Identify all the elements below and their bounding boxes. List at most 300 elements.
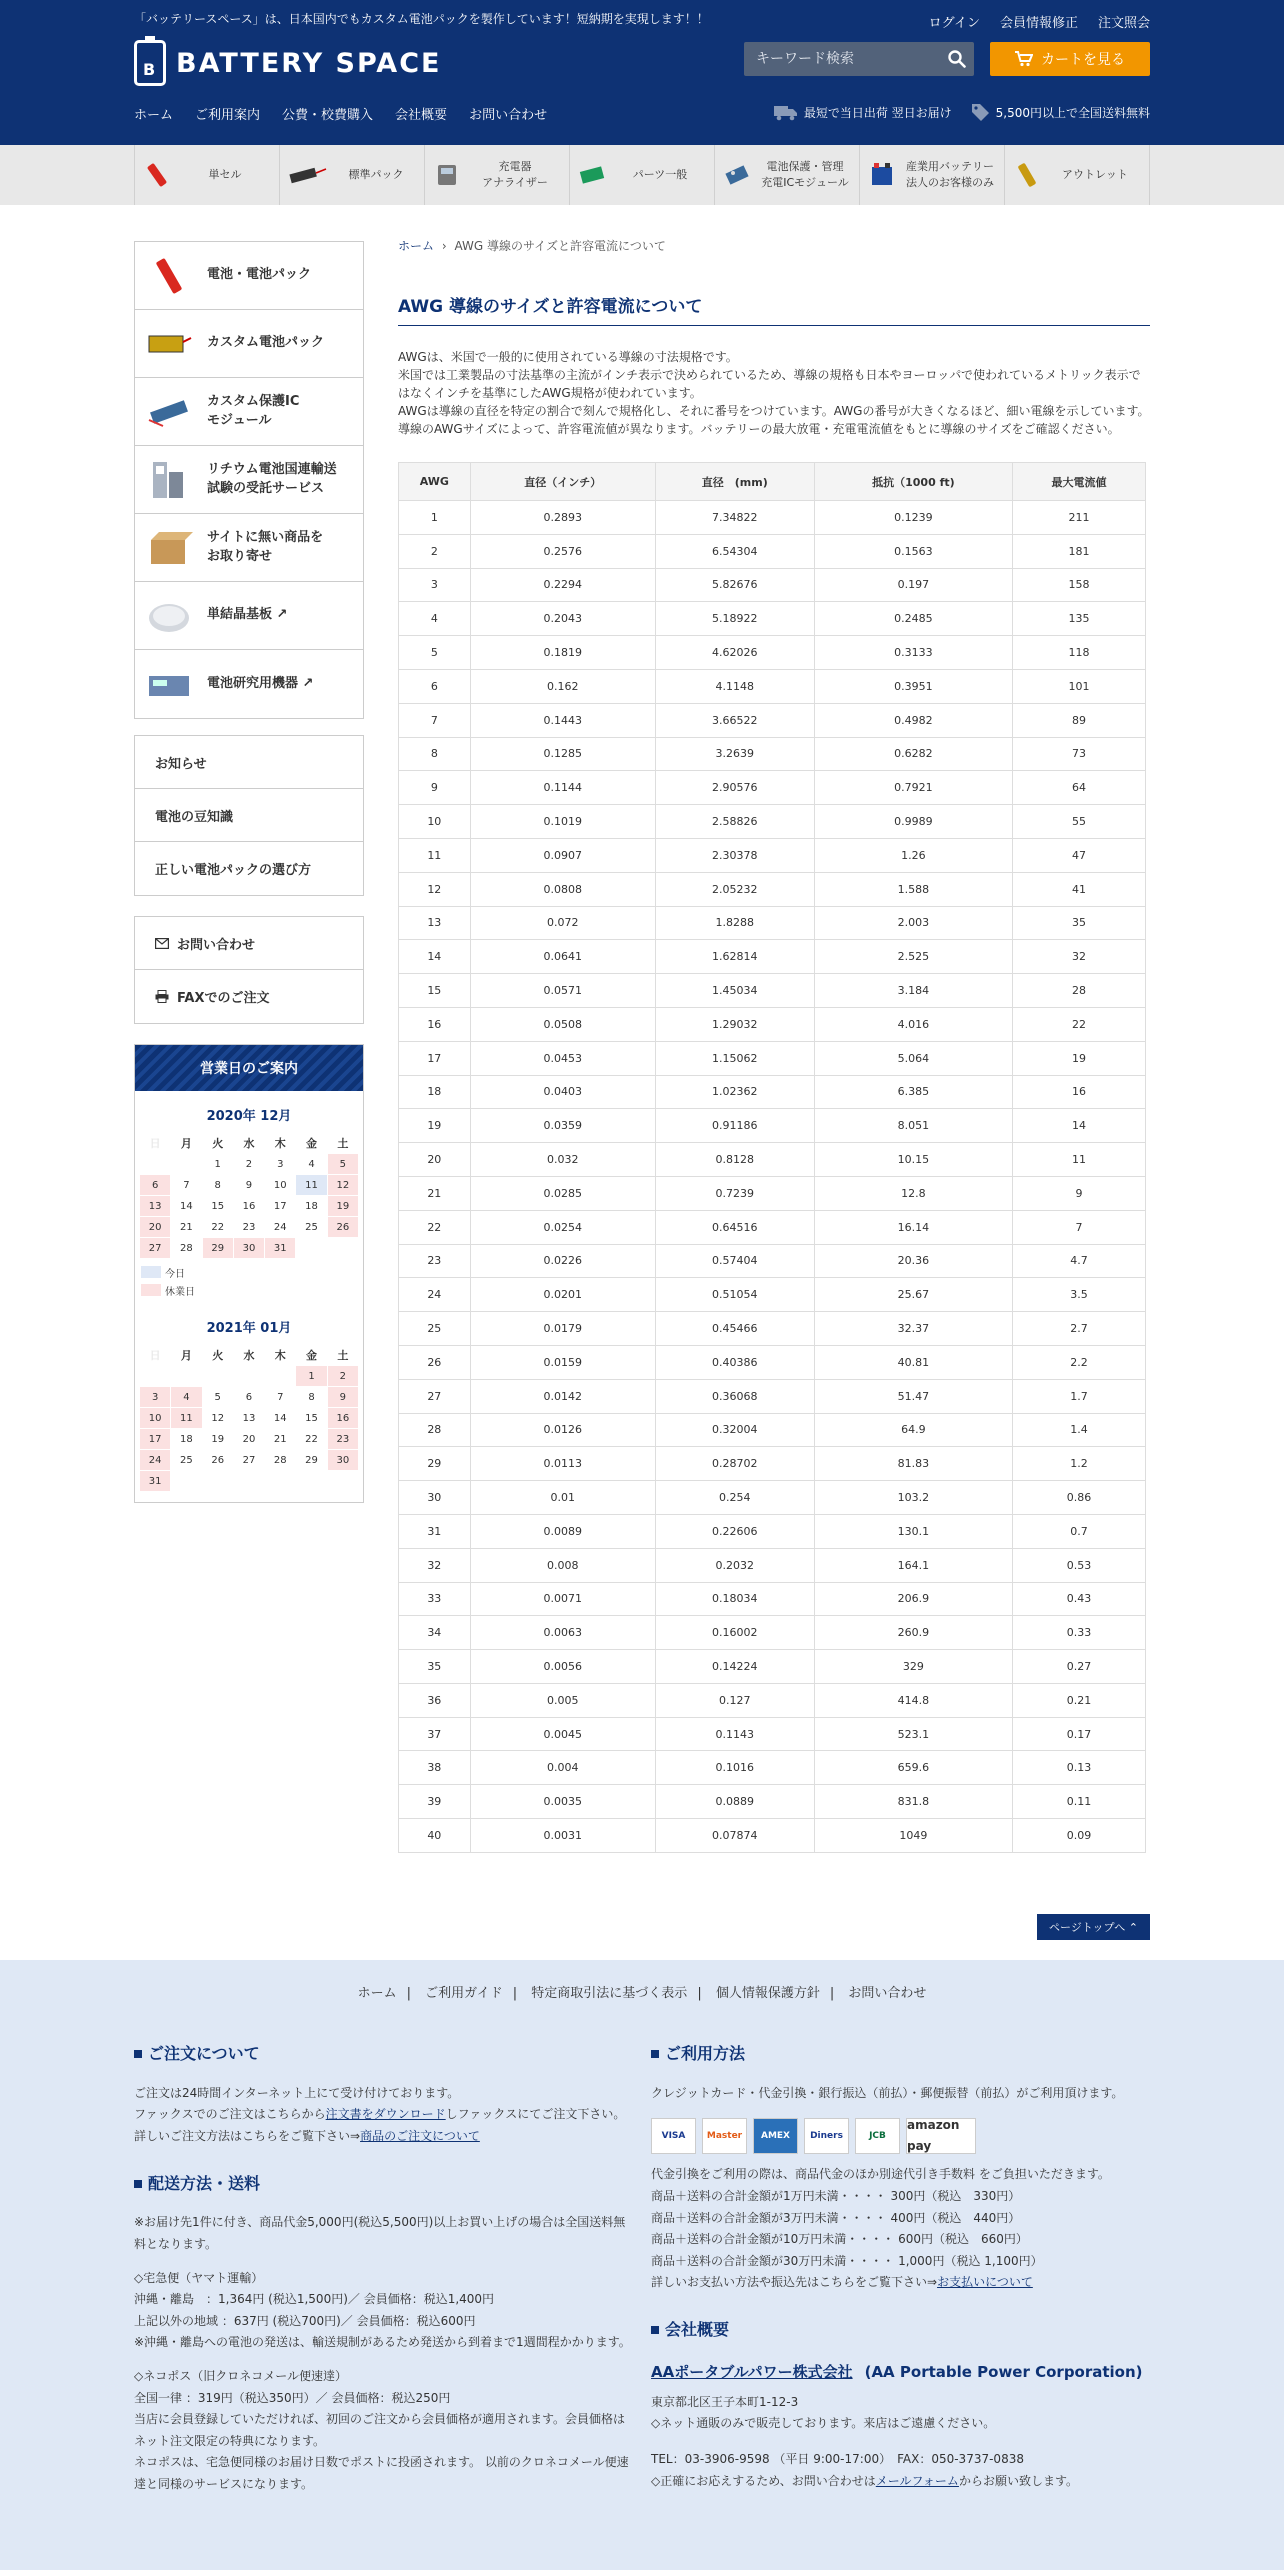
table-cell: 0.1239 [814,501,1012,535]
table-cell: 6 [399,669,471,703]
sidebar-menu [134,241,364,719]
table-cell: 0.0285 [470,1176,655,1210]
table-cell: 0.36068 [655,1379,814,1413]
table-cell: 89 [1013,703,1146,737]
table-cell: 40.81 [814,1345,1012,1379]
table-cell: 181 [1013,534,1146,568]
table-cell: 0.0063 [470,1616,655,1650]
table-cell: 4.7 [1013,1244,1146,1278]
payment-logos [651,2118,1151,2154]
table-cell: 0.1143 [655,1717,814,1751]
table-cell: 11 [399,838,471,872]
category-industrial-battery[interactable]: 産業用バッテリー 法人のお客様のみ [859,145,1004,205]
nav-guide[interactable]: ご利用案内 [195,108,261,123]
sidebar-item-custom-pack[interactable]: カスタム電池パック [135,310,363,378]
table-cell: 206.9 [814,1582,1012,1616]
company-heading: 会社概要 [651,2316,1151,2345]
table-row [399,703,1146,737]
category-single-cell[interactable]: 単セル [134,145,279,205]
table-cell: 16 [399,1007,471,1041]
table-cell: 51.47 [814,1379,1012,1413]
view-cart-button[interactable]: カートを見る [990,42,1150,76]
main-nav [134,104,547,123]
category-protection-ic[interactable]: 電池保護・管理 充電ICモジュール [714,145,859,205]
table-row [399,906,1146,940]
category-charger[interactable]: 充電器 アナライザー [424,145,569,205]
free-shipping-info: 5,500円以上で全国送料無料 [970,102,1150,122]
order-inquiry-link[interactable]: 注文照会 [1097,16,1150,31]
nav-public-purchase[interactable]: 公費・校費購入 [282,108,374,123]
table-cell: 414.8 [814,1683,1012,1717]
table-cell: 35 [399,1650,471,1684]
footer-link-home[interactable]: ホーム [357,1986,397,2001]
table-cell: 0.0056 [470,1650,655,1684]
table-cell: 38 [399,1751,471,1785]
site-logo[interactable] [134,40,441,86]
table-cell: 0.0254 [470,1210,655,1244]
truck-icon [774,103,798,121]
test-equipment-thumb-icon [145,458,193,502]
table-row [399,771,1146,805]
table-cell: 5.064 [814,1041,1012,1075]
table-cell: 659.6 [814,1751,1012,1785]
table-cell: 11 [1013,1143,1146,1177]
table-cell: 0.1144 [470,771,655,805]
table-row [399,602,1146,636]
order-form-download-link[interactable]: 注文書をダウンロード [325,2107,446,2122]
search-box [744,42,974,76]
table-cell: 0.4982 [814,703,1012,737]
price-tag-icon [970,102,990,122]
table-cell: 118 [1013,636,1146,670]
table-cell: 0.86 [1013,1481,1146,1515]
table-cell: 0.14224 [655,1650,814,1684]
footer-link-contact[interactable]: お問い合わせ [848,1986,927,2001]
table-cell: 0.0159 [470,1345,655,1379]
custom-pack-thumb-icon [145,322,193,366]
footer-link-law[interactable]: 特定商取引法に基づく表示 [531,1986,688,2001]
table-cell: 13 [399,906,471,940]
table-cell: 0.7 [1013,1514,1146,1548]
table-cell: 1 [399,501,471,535]
sidebar-item-custom-ic[interactable]: カスタム保護IC モジュール [135,378,363,446]
table-cell: 18 [399,1075,471,1109]
footer-link-guide[interactable]: ご利用ガイド [425,1986,503,2001]
table-cell: 3 [399,568,471,602]
table-cell: 0.032 [470,1143,655,1177]
table-cell: 0.16002 [655,1616,814,1650]
table-cell: 32.37 [814,1312,1012,1346]
table-cell: 2.58826 [655,805,814,839]
table-cell: 0.0403 [470,1075,655,1109]
sidebar-item-special-order[interactable]: サイトに無い商品を お取り寄せ [135,514,363,582]
table-cell: 0.008 [470,1548,655,1582]
table-cell: 47 [1013,838,1146,872]
table-row [399,805,1146,839]
table-cell: 40 [399,1819,471,1853]
table-cell: 3.184 [814,974,1012,1008]
table-cell: 0.0201 [470,1278,655,1312]
member-edit-link[interactable]: 会員情報修正 [999,16,1078,31]
table-cell: 0.91186 [655,1109,814,1143]
intro-text: AWGは、米国で一般的に使用されている導線の寸法規格です。 米国では工業製品の寸法基準の主流がインチ表示で決められているため、導線の規格も日本やヨーロッパで使われているメトリック表示ではなくインチを基準にしたAWG規格が使われています。 AWGは導線の直径を特定の割合で刻んで規格化し、それに番号をつけています。AWGの番号が大きくなるほど、細い電線を示しています。 導線のAWGサイズによって、許容電流値が異なります。バッテリーの最大放電・充電電流値をもとに導線のサイズをご確認ください。 [398,350,1150,436]
table-cell: 1049 [814,1819,1012,1853]
nav-company[interactable]: 会社概要 [395,108,448,123]
table-cell: 0.6282 [814,737,1012,771]
table-cell: 5.18922 [655,602,814,636]
table-row [399,501,1146,535]
table-cell: 64.9 [814,1413,1012,1447]
sidebar-link-battery-tips[interactable]: 電池の豆知識 [135,789,363,842]
table-cell: 0.57404 [655,1244,814,1278]
table-cell: 0.254 [655,1481,814,1515]
table-row [399,1143,1146,1177]
table-cell: 0.18034 [655,1582,814,1616]
table-cell: 2.05232 [655,872,814,906]
nav-contact[interactable]: お問い合わせ [469,108,548,123]
table-cell: 103.2 [814,1481,1012,1515]
table-row [399,1244,1146,1278]
table-cell: 0.22606 [655,1514,814,1548]
table-row [399,1379,1146,1413]
table-cell: 0.17 [1013,1717,1146,1751]
table-cell: 0.1016 [655,1751,814,1785]
table-cell: 3.66522 [655,703,814,737]
table-cell: 0.0142 [470,1379,655,1413]
table-cell: 2.7 [1013,1312,1146,1346]
table-cell: 0.2485 [814,602,1012,636]
circuit-board-icon [723,161,751,189]
table-cell: 24 [399,1278,471,1312]
fax-order-link[interactable]: FAXでのご注文 [135,970,363,1023]
category-parts[interactable]: パーツ一般 [569,145,714,205]
table-cell: 27 [399,1379,471,1413]
table-cell: 14 [1013,1109,1146,1143]
sidebar-item-batteries[interactable]: 電池・電池パック [135,242,363,310]
mail-icon [155,938,169,949]
table-row [399,1176,1146,1210]
table-cell: 64 [1013,771,1146,805]
table-cell: 0.0045 [470,1717,655,1751]
printer-icon [155,990,169,1003]
table-row [399,1312,1146,1346]
table-cell: 12 [399,872,471,906]
table-cell: 10 [399,805,471,839]
calendar-header: 営業日のご案内 [135,1045,363,1091]
table-cell: 3.5 [1013,1278,1146,1312]
sidebar-item-un-test[interactable]: リチウム電池国連輸送 試験の受託サービス [135,446,363,514]
cod-fee-text: 代金引換をご利用の際は、商品代金のほか別途代引き手数料 をご負担いただきます。 商品＋送料の合計金額が1万円未満・・・・ 300円（税込 330円） 商品＋送料の合計金額が3万円未満・・・・ 400円（税込 440円） 商品＋送料の合計金額が10万円未満・・・・ 600円（税込 660円） 商品＋送料の合計金額が30万円未満・・・・ 1,000円（税込 1,100円） [651,2167,1110,2268]
site-header [0,0,1284,145]
awg-table [398,462,1146,1853]
business-calendar [134,1044,364,1503]
wafer-thumb-icon [145,594,193,638]
table-cell: 0.40386 [655,1345,814,1379]
category-outlet[interactable]: アウトレット [1004,145,1150,205]
table-cell: 0.0126 [470,1413,655,1447]
table-cell: 31 [399,1514,471,1548]
table-cell: 28 [1013,974,1146,1008]
company-name-link[interactable]: AAポータブルパワー株式会社 [651,2362,853,2381]
table-cell: 35 [1013,906,1146,940]
breadcrumb-current: AWG 導線のサイズと許容電流について [454,239,666,253]
table-cell: 164.1 [814,1548,1012,1582]
table-cell: 4 [399,602,471,636]
sidebar-item-single-crystal[interactable]: 単結晶基板 ↗ [135,582,363,650]
payment-info-link[interactable]: お支払いについて [937,2275,1033,2290]
table-cell: 0.2576 [470,534,655,568]
table-cell: 0.1443 [470,703,655,737]
payment-heading: ご利用方法 [651,2040,1151,2069]
search-icon [948,50,966,68]
table-cell: 0.3951 [814,669,1012,703]
table-cell: 81.83 [814,1447,1012,1481]
calendar-month-2: 2021年 01月 [206,1321,292,1336]
contact-link[interactable]: お問い合わせ [135,917,363,970]
sidebar-info-links [134,735,364,896]
table-cell: 4.016 [814,1007,1012,1041]
table-cell: 26 [399,1345,471,1379]
battery-thumb-icon [145,254,193,298]
table-cell: 2.003 [814,906,1012,940]
table-cell: 0.13 [1013,1751,1146,1785]
sidebar [134,241,364,1503]
table-cell: 25.67 [814,1278,1012,1312]
table-cell: 0.0453 [470,1041,655,1075]
table-cell: 1.8288 [655,906,814,940]
table-cell: 0.2043 [470,602,655,636]
table-cell: 158 [1013,568,1146,602]
table-cell: 22 [399,1210,471,1244]
table-row [399,872,1146,906]
table-cell: 1.26 [814,838,1012,872]
table-row [399,974,1146,1008]
table-cell: 10.15 [814,1143,1012,1177]
industrial-battery-icon [868,161,896,189]
table-cell: 0.7239 [655,1176,814,1210]
table-cell: 19 [399,1109,471,1143]
calendar-month-1: 2020年 12月 [206,1109,292,1124]
table-cell: 19 [1013,1041,1146,1075]
sidebar-contact [134,916,364,1024]
table-row [399,1345,1146,1379]
table-cell: 0.51054 [655,1278,814,1312]
table-row [399,534,1146,568]
table-row [399,1514,1146,1548]
table-row [399,1075,1146,1109]
table-cell: 0.1285 [470,737,655,771]
table-row [399,1751,1146,1785]
table-cell: 33 [399,1582,471,1616]
table-cell: 130.1 [814,1514,1012,1548]
table-cell: 0.0226 [470,1244,655,1278]
table-cell: 0.11 [1013,1785,1146,1819]
top-links [929,12,1150,31]
table-row [399,1616,1146,1650]
table-cell: 22 [1013,1007,1146,1041]
login-link[interactable]: ログイン [928,16,980,31]
table-cell: 523.1 [814,1717,1012,1751]
table-cell: 15 [399,974,471,1008]
table-cell: 2.90576 [655,771,814,805]
table-cell: 211 [1013,501,1146,535]
table-cell: 36 [399,1683,471,1717]
table-cell: 0.2893 [470,501,655,535]
table-cell: 30 [399,1481,471,1515]
header-info [774,102,1150,122]
table-cell: 0.0889 [655,1785,814,1819]
table-cell: 1.29032 [655,1007,814,1041]
table-cell: 1.4 [1013,1413,1146,1447]
table-cell: 20.36 [814,1244,1012,1278]
footer-payment-section: ご利用方法 クレジットカード・代金引換・銀行振込（前払）・郵便振替（前払）がご利用頂けます。 VISA Master AMEX Diners JCB amazon pay 代金引換をご利用の際は、商品代金のほか別途代引き手数料 をご負担いただきます。 商品＋送料の合計金額が1万円未満・・・・ 300円（税込 330円） 商品＋送料の合計金額が3万円未満・・・・ 400円（税込 440円） 商品＋送料の合計金額が10万円未満・・・・ 600円（税込 660円） 商品＋送料の合計金額が30万円未満・・・・ 1,000円（税込 1,100円） 詳しいお支払い方法や振込先はこちらをご覧下さい⇒お支払いについて 会社概要 AAポータブルパワー株式会社 (AA Portable Power Corporation) 東京都北区王子本町1-12-3 ◇ネット通販のみで販売しております。来店はご遠慮ください。 TEL：03-3906-9598 （平日 9:00-17:00） FAX：050-3737-0838 ◇正確にお応えするため、お問い合わせはメールフォームからお願い致します。 [651,2040,1151,2492]
table-cell: 0.07874 [655,1819,814,1853]
table-cell: 8 [399,737,471,771]
table-cell: 2.30378 [655,838,814,872]
table-cell: 0.64516 [655,1210,814,1244]
table-cell: 0.127 [655,1683,814,1717]
table-cell: 7 [399,703,471,737]
table-cell: 0.0179 [470,1312,655,1346]
table-cell: 0.45466 [655,1312,814,1346]
table-cell: 0.3133 [814,636,1012,670]
table-cell: 0.0571 [470,974,655,1008]
table-cell: 73 [1013,737,1146,771]
sidebar-link-news[interactable]: お知らせ [135,736,363,789]
jcb-logo: JCB [855,2118,900,2154]
site-footer [0,1960,1284,2570]
table-row [399,1413,1146,1447]
calendar-jan-2021: 日 月 火 水 木 金 土 1 2 3 4 5 6 7 8 9 10 11 12 13 14 15 16 17 18 19 20 21 22 23 24 25 26 27 28 29 30 31 [139,1344,359,1492]
table-row [399,1481,1146,1515]
mastercard-logo: Master [702,2118,747,2154]
table-cell: 101 [1013,669,1146,703]
table-cell: 5 [399,636,471,670]
table-cell: 0.1819 [470,636,655,670]
table-cell: 0.2032 [655,1548,814,1582]
battery-pack-icon [288,161,328,189]
table-cell: 6.54304 [655,534,814,568]
table-cell: 0.1563 [814,534,1012,568]
nav-home[interactable]: ホーム [134,108,174,123]
tagline: 「バッテリースペース」は、日本国内でもカスタム電池パックを製作しています！短納期を実現します！！ [134,12,709,26]
breadcrumb-home[interactable]: ホーム [398,239,435,253]
table-row [399,1007,1146,1041]
table-cell: 260.9 [814,1616,1012,1650]
calendar-legend: 今日 休業日 [135,1259,363,1303]
charger-icon [433,161,461,189]
table-cell: 0.0808 [470,872,655,906]
parts-icon [578,161,606,189]
page-top-button[interactable]: ページトップへ ⌃ [1037,1914,1150,1940]
table-cell: 2.2 [1013,1345,1146,1379]
table-cell: 0.0089 [470,1514,655,1548]
visa-logo: VISA [651,2118,696,2154]
table-cell: 6.385 [814,1075,1012,1109]
footer-link-privacy[interactable]: 個人情報保護方針 [715,1986,820,2001]
table-cell: 0.072 [470,906,655,940]
table-row [399,1683,1146,1717]
sidebar-link-pack-guide[interactable]: 正しい電池パックの選び方 [155,863,312,878]
awg-table-header: AWG 直径（インチ） 直径 (mm) 抵抗（1000 ft) 最大電流値 [399,463,1146,501]
table-cell: 37 [399,1717,471,1751]
table-cell: 0.0907 [470,838,655,872]
table-row [399,568,1146,602]
table-row [399,1819,1146,1853]
amex-logo: AMEX [753,2118,798,2154]
table-cell: 0.0113 [470,1447,655,1481]
table-cell: 0.9989 [814,805,1012,839]
amazon-pay-logo: amazon pay [906,2118,976,2154]
table-cell: 0.01 [470,1481,655,1515]
table-cell: 1.62814 [655,940,814,974]
battery-cell-icon [143,161,171,189]
table-cell: 9 [1013,1176,1146,1210]
sidebar-item-research-equipment[interactable]: 電池研究用機器 ↗ [135,650,363,718]
table-cell: 0.0035 [470,1785,655,1819]
table-cell: 0.0359 [470,1109,655,1143]
table-cell: 39 [399,1785,471,1819]
table-cell: 28 [399,1413,471,1447]
table-cell: 2.525 [814,940,1012,974]
table-cell: 0.1019 [470,805,655,839]
table-row [399,1582,1146,1616]
table-cell: 41 [1013,872,1146,906]
table-cell: 1.45034 [655,974,814,1008]
table-row [399,940,1146,974]
table-cell: 16 [1013,1075,1146,1109]
search-button[interactable] [940,42,974,76]
main-content [398,237,1150,1853]
table-cell: 329 [814,1650,1012,1684]
table-cell: 0.162 [470,669,655,703]
table-cell: 17 [399,1041,471,1075]
box-thumb-icon [145,526,193,570]
shipping-info: 最短で当日出荷 翌日お届け [774,103,952,121]
table-row [399,737,1146,771]
mail-form-link[interactable]: メールフォーム [875,2473,959,2488]
table-cell: 14 [399,940,471,974]
table-cell: 0.32004 [655,1413,814,1447]
table-cell: 135 [1013,602,1146,636]
order-guide-link[interactable]: 商品のご注文について [360,2128,480,2143]
table-cell: 4.1148 [655,669,814,703]
table-cell: 16.14 [814,1210,1012,1244]
search-input[interactable] [756,51,926,67]
table-cell: 831.8 [814,1785,1012,1819]
table-cell: 1.2 [1013,1447,1146,1481]
protection-ic-thumb-icon [145,390,193,434]
table-row [399,1717,1146,1751]
table-cell: 32 [1013,940,1146,974]
table-cell: 7.34822 [655,501,814,535]
order-heading: ご注文について [134,2040,634,2069]
table-cell: 5.82676 [655,568,814,602]
breadcrumb: ホーム › AWG 導線のサイズと許容電流について [398,239,666,253]
page-title: AWG 導線のサイズと許容電流について [398,292,1150,326]
table-row [399,1041,1146,1075]
logo-text: BATTERY SPACE [176,47,442,79]
footer-order-section: ご注文について ご注文は24時間インターネット上にて受け付けております。 ファックスでのご注文はこちらから注文書をダウンロードしファックスにてご注文下さい。 詳しいご注文方法はこちらをご覧下さい⇒商品のご注文について 配送方法・送料 ※お届け先1件に付き、商品代金5,000円(税込5,500円)以上お買い上げの場合は全国送料無料となります。 ◇宅急便（ヤマト運輸） 沖縄・離島 ：1,364円 (税込1,500円)／ 会員価格：税込1,400円 上記以外の地域 ：637円 (税込700円)／ 会員価格：税込600円 ※沖縄・離島への電池の発送は、輸送規制があるため発送から到着まで1週間程かかります。 ◇ネコポス（旧クロネコメール便速達） 全国一律 ：319円（税込350円）／ 会員価格：税込250円 当店に会員登録していただければ、初回のご注文から会員価格が適用されます。会員価格はネット注文限定の特典になります。 ネコポスは、宅急便同様のお届け日数でポストに投函されます。 以前のクロネコメール便速達と同様のサービスになります。 [134,2040,634,2496]
table-row [399,1785,1146,1819]
table-cell: 1.588 [814,872,1012,906]
table-cell: 0.53 [1013,1548,1146,1582]
table-cell: 0.0641 [470,940,655,974]
category-bar [0,145,1284,205]
table-cell: 0.005 [470,1683,655,1717]
table-row [399,1447,1146,1481]
category-standard-pack[interactable]: 標準パック [279,145,424,205]
